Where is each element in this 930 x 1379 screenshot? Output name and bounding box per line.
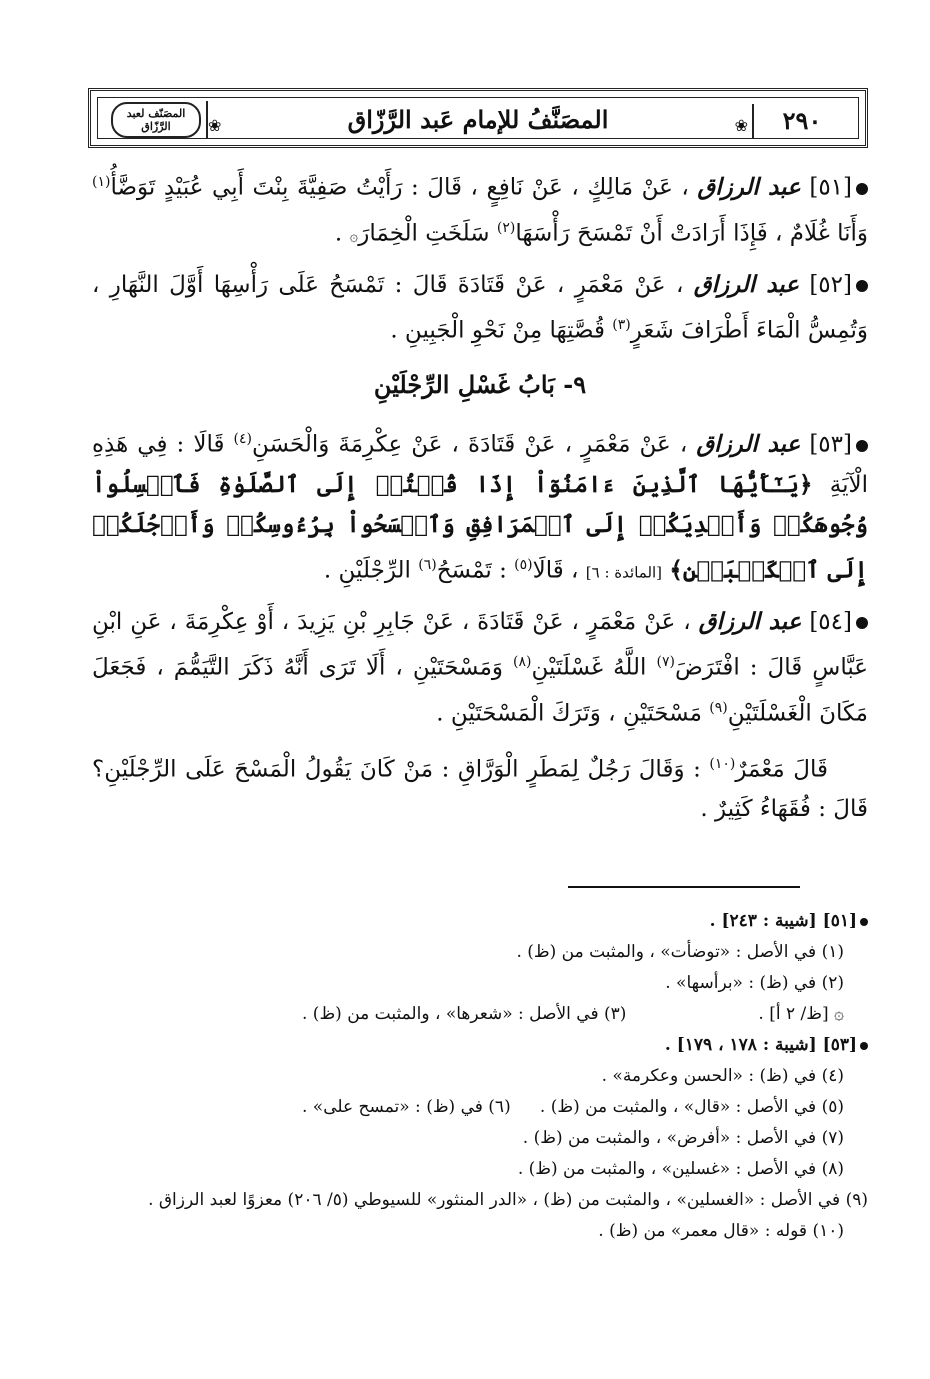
footnote-mark: (٢) bbox=[496, 219, 516, 236]
hadith-text: ، عَنْ مَعْمَرٍ ، عَنْ قَتَادَةَ ، عَنْ عِكْرِمَةَ وَالْحَسَنِ bbox=[252, 431, 688, 458]
hadith-text: ، قَالَا bbox=[532, 557, 579, 584]
footnote-mark: (٥) bbox=[514, 556, 533, 573]
hadith-text: وَمَسْحَتَيْنِ ، أَلَا تَرَى أَنَّهُ ذَكَرَ التَّيَمُّمَ ، فَجَعَلَ مَكَانَ الْغَسْلَتَيْنِ bbox=[92, 654, 868, 727]
hadith-text: قَالَا : فِي هَذِهِ الْآيَةِ bbox=[92, 431, 868, 498]
hadith-text: . bbox=[334, 220, 343, 247]
footnote-mark: (٧) bbox=[656, 654, 675, 671]
quran-verse: ﴿يَـٰٓأَيُّهَا ٱلَّذِينَ ءَامَنُوٓاْ إِذَا قُمۡتُمۡ إِلَى ٱلصَّلَوٰةِ فَٱغۡسِلُواْ وُجُوهَكُمۡ وَأَيۡدِيَكُمۡ إِلَى ٱلۡمَرَافِقِ وَٱمۡسَحُواْ بِرُءُوسِكُمۡ وَأَرۡجُلَكُمۡ إِلَى ٱلۡكَعۡبَيۡنِ﴾ bbox=[92, 470, 868, 584]
hadith-ref: [٥٤] bbox=[809, 609, 852, 636]
footnote-5: (٥) في الأصل : «قال» ، والمثبت من (ظ) . bbox=[539, 1097, 844, 1117]
footnote-separator bbox=[568, 886, 800, 888]
narrator-name: عبد الرزاق bbox=[696, 430, 801, 458]
bullet-icon bbox=[860, 1042, 868, 1050]
hadith-53 bbox=[92, 419, 868, 592]
bullet-icon bbox=[856, 280, 868, 292]
ornament-left-icon: ❀ bbox=[208, 116, 222, 135]
footnote-mark: (٨) bbox=[513, 654, 532, 671]
footnote-4: (٤) في (ظ) : «الحسن وعكرمة» . bbox=[601, 1066, 844, 1086]
hadith-text: سَلَخَتِ الْخِمَارَ bbox=[358, 220, 490, 247]
footnote-mark: (٩) bbox=[709, 699, 728, 716]
main-text bbox=[92, 162, 868, 839]
emblem-seal: المصَنّف لعبد الرَّزّاق bbox=[111, 102, 201, 138]
footnote-group-53 bbox=[92, 1030, 868, 1061]
footnote-marker: ۞ [ظ/ ٢ أ] . bbox=[758, 1004, 844, 1024]
footnote-mark: (١٠) bbox=[709, 755, 736, 772]
footnote-source: [٥١] [شيبة : ٢٤٣] . bbox=[709, 911, 857, 931]
footnote-6: (٦) في (ظ) : «تمسح على» . bbox=[302, 1097, 511, 1117]
footnote-10: (١٠) قوله : «قال معمر» من (ظ) . bbox=[598, 1221, 844, 1241]
hadith-text: الرِّجْلَيْنِ . bbox=[323, 557, 411, 584]
hadith-text: قُصَّتِهَا مِنْ نَحْوِ الْجَبِينِ . bbox=[390, 317, 605, 344]
footnote-3: (٣) في الأصل : «شعرها» ، والمثبت من (ظ) . bbox=[302, 1004, 627, 1024]
footnotes bbox=[92, 906, 868, 1247]
page-number: ٢٩٠ bbox=[752, 104, 850, 138]
narrator-name: عبد الرزاق bbox=[693, 271, 799, 299]
narrator-name: عبد الرزاق bbox=[697, 173, 801, 201]
hadith-text: ، عَنْ مَعْمَرٍ ، عَنْ قَتَادَةَ قَالَ : تَمْسَحُ عَلَى رَأْسِهَا أَوَّلَ النَّهَارِ ، وَتُمِسُّ الْمَاءَ أَطْرَافَ شَعَرٍ bbox=[92, 272, 868, 344]
verse-citation: [المائدة : ٦] bbox=[585, 563, 663, 582]
footnote-7: (٧) في الأصل : «أفرض» ، والمثبت من (ظ) . bbox=[522, 1128, 844, 1148]
page-header bbox=[88, 88, 868, 148]
footnote-mark: (٣) bbox=[612, 317, 631, 334]
bullet-icon bbox=[856, 617, 868, 629]
hadith-text: وَأَنَا غُلَامٌ ، فَإِذَا أَرَادَتْ أَنْ تَمْسَحَ رَأْسَهَا bbox=[515, 220, 868, 247]
footnote-9: (٩) في الأصل : «الغسلين» ، والمثبت من (ظ) ، «الدر المنثور» للسيوطي (٥/ ٢٠٦) معزوًا لعبد الرزاق . bbox=[148, 1190, 868, 1210]
footnote-mark: (٤) bbox=[233, 430, 252, 447]
hadith-ref: [٥٢] bbox=[809, 272, 852, 299]
footnote-mark: (١) bbox=[92, 174, 111, 190]
hadith-text: : تَمْسَحُ bbox=[436, 557, 507, 584]
hadith-ref: [٥٣] bbox=[809, 431, 852, 458]
hadith-text: قَالَ مَعْمَرٌ bbox=[735, 756, 828, 783]
hadith-text: اللَّهُ غَسْلَتَيْنِ bbox=[531, 654, 647, 681]
footnote-1: (١) في الأصل : «توضأت» ، والمثبت من (ظ) . bbox=[516, 942, 844, 962]
hadith-text: مَسْحَتَيْنِ ، وَتَرَكَ الْمَسْحَتَيْنِ . bbox=[436, 700, 702, 727]
folio-marker: ۞ bbox=[349, 226, 359, 245]
header-emblem bbox=[106, 101, 208, 139]
bullet-icon bbox=[856, 183, 868, 195]
footnote-row bbox=[92, 999, 868, 1030]
bullet-icon bbox=[860, 918, 868, 926]
footnote-mark: (٦) bbox=[418, 556, 437, 573]
footnote-row bbox=[92, 1092, 868, 1123]
narrator-name: عبد الرزاق bbox=[698, 608, 802, 636]
footnote-2: (٢) في (ظ) : «برأسها» . bbox=[665, 973, 844, 993]
bullet-icon bbox=[856, 440, 868, 452]
header-inner-frame bbox=[97, 97, 859, 139]
footnote-source: [٥٣] [شيبة : ١٧٨ ، ١٧٩] . bbox=[664, 1035, 857, 1055]
footnote-group-51 bbox=[92, 906, 868, 937]
hadith-text: ، عَنْ مَالِكٍ ، عَنْ نَافِعٍ ، قَالَ : رَأَيْتُ صَفِيَّةَ بِنْتَ أَبِي عُبَيْدٍ تَوَضَّأُ bbox=[110, 174, 689, 201]
chapter-heading: ٩- بَابُ غَسْلِ الرِّجْلَيْنِ bbox=[373, 369, 587, 399]
hadith-54 bbox=[92, 602, 868, 733]
hadith-text: : وَقَالَ رَجُلٌ لِمَطَرٍ الْوَرَّاقِ : مَنْ كَانَ يَقُولُ الْمَسْحَ عَلَى الرِّجْلَيْنِ؟ قَالَ : فُقَهَاءُ كَثِيرٌ . bbox=[92, 756, 868, 823]
ornament-right-icon: ❀ bbox=[734, 116, 748, 135]
hadith-text: ، عَنْ مَعْمَرٍ ، عَنْ قَتَادَةَ ، عَنْ جَابِرِ بْنِ يَزِيدَ ، أَوْ عِكْرِمَةَ ، عَنِ ابْنِ عَبَّاسٍ قَالَ : افْتَرَضَ bbox=[92, 609, 869, 681]
hadith-ref: [٥١] bbox=[809, 174, 853, 201]
footnote-8: (٨) في الأصل : «غسلين» ، والمثبت من (ظ) . bbox=[517, 1159, 844, 1179]
book-title: المصَنَّفُ للإمام عَبد الرَّزّاق bbox=[347, 105, 609, 134]
hadith-51 bbox=[92, 162, 868, 255]
hadith-54-note bbox=[92, 744, 868, 830]
hadith-52 bbox=[92, 265, 868, 351]
